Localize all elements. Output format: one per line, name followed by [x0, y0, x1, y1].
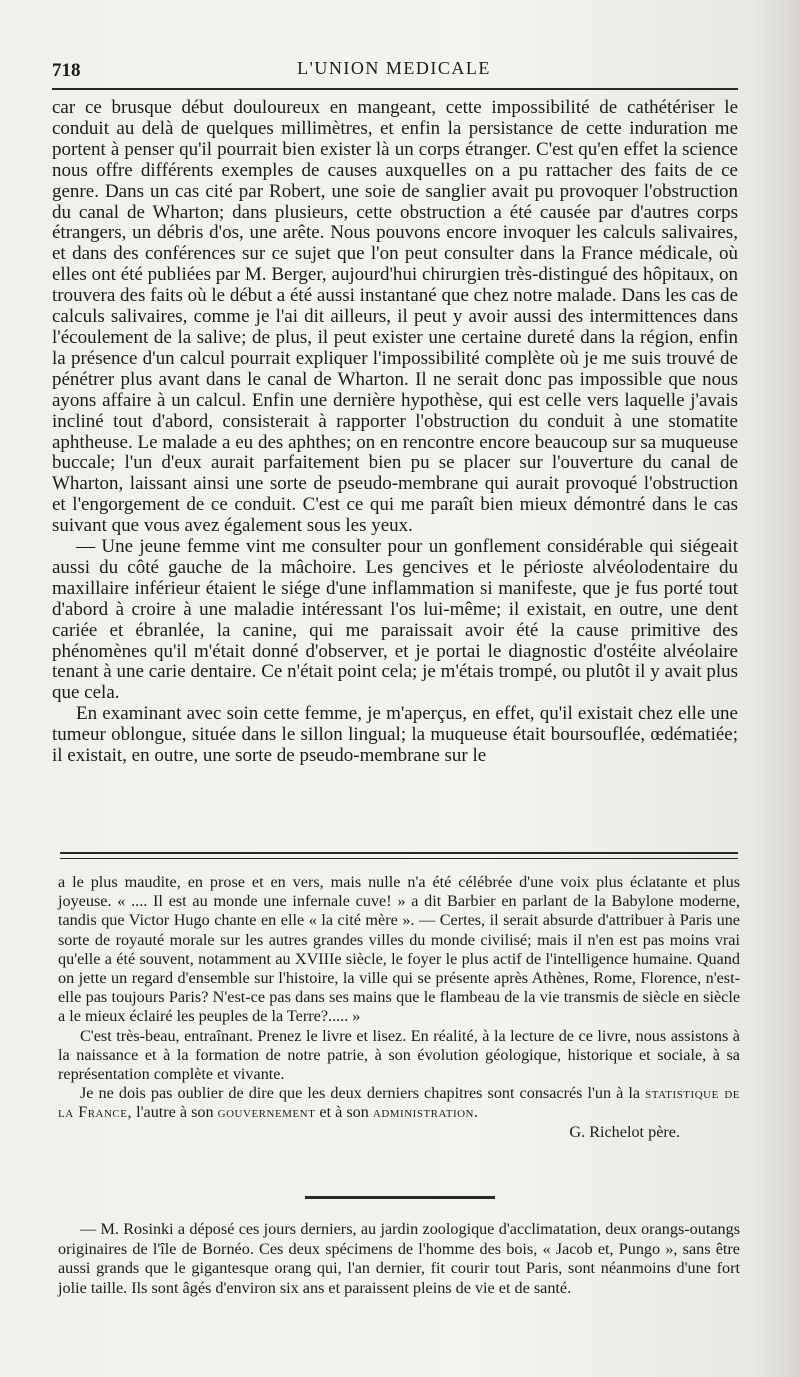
feuilleton-paragraph-1: a le plus maudite, en prose et en vers, mais nulle n'a été célébrée d'une voix plus éclatante et plus joyeuse. « .... Il est au monde une infernale cuve! » a dit Barbier en parlant de la Babylone moderne, tandis que Victor Hugo chante en elle « la cité mère ». — Certes, il serait absurde d'attribuer à Paris une sorte de royauté morale sur les autres grandes villes du monde civilisé; mais il n'en est pas moins vrai qu'elle a été souvent, notamment au XVIIIe siècle, le foyer le plus actif de l'intelligence humaine. Quand on jette un regard d'ensemble sur l'histoire, la ville qui se présente après Athènes, Rome, Florence, n'est-elle pas toujours Paris? N'est-ce pas dans ses mains que le flambeau de la vie transmis de siècle en siècle a le mieux éclairé les peuples de la Terre?..... »: [58, 873, 740, 1026]
page-header: [52, 58, 736, 84]
main-paragraph-3: En examinant avec soin cette femme, je m'aperçus, en effet, qu'il existait chez elle une tumeur oblongue, située dans le sillon lingual; la muqueuse était boursouflée, œdématiée; il existait, en outre, une sorte de pseudo-membrane sur le: [52, 703, 738, 767]
feuilleton-paragraph-2: C'est très-beau, entraînant. Prenez le livre et lisez. En réalité, à la lecture de ce livre, nous assistons à la naissance et à la formation de notre patrie, à son évolution géologique, historique et sociale, à sa représentation complète et vivante.: [58, 1026, 740, 1084]
section-divider: [305, 1196, 495, 1199]
feuilleton-section: [58, 873, 740, 1142]
feuilleton-p3-administration: administration.: [372, 1103, 479, 1122]
header-rule: [52, 88, 738, 90]
feuilleton-p3-mid1: l'autre à son: [132, 1103, 218, 1122]
main-article: [52, 98, 738, 767]
feuilleton-p3-statistique: statistique de la France,: [58, 1084, 741, 1122]
feuilleton-rule-top: [60, 852, 738, 854]
main-paragraph-2: — Une jeune femme vint me consulter pour un gonflement considérable qui siégeait aussi du côté gauche de la mâchoire. Les gencives et le périoste alvéolodentaire du maxillaire inférieur étaient le siége d'une inflammation si manifeste, que je fus porté tout d'abord à croire à une maladie intéressant l'os lui-même; il existait, en outre, une dent cariée et ébranlée, la canine, qui me paraissait avoir été la cause primitive des phénomènes qu'il m'était donné d'observer, et je portai le diagnostic d'ostéite alvéolaire tenant à une carie dentaire. Ce n'était point cela; je m'étais trompé, ou plutôt il y avait plus que cela.: [52, 536, 738, 704]
feuilleton-rule-bottom: [60, 858, 738, 859]
news-paragraph: — M. Rosinki a déposé ces jours derniers, au jardin zoologique d'acclimatation, deux orangs-outangs originaires de l'île de Bornéo. Ces deux spécimens de l'homme des bois, « Jacob et, Pungo », sans être aussi grands que le gigantesque orang qui, l'an dernier, fit courir tout Paris, sont néanmoins d'une fort jolie taille. Ils sont âgés d'environ six ans et paraissent pleins de vie et de santé.: [58, 1220, 740, 1297]
feuilleton-p3-start: Je ne dois pas oublier de dire que les deux derniers chapitres sont consacrés l'un à la: [80, 1084, 641, 1103]
feuilleton-signature: G. Richelot père.: [569, 1122, 680, 1141]
journal-title: L'UNION MEDICALE: [297, 58, 491, 78]
feuilleton-p3-mid2: et à son: [315, 1103, 373, 1122]
main-paragraph-1: car ce brusque début douloureux en mangeant, cette impossibilité de cathétériser le conduit au delà de quelques millimètres, et enfin la persistance de cette induration me portent à penser qu'il pourrait bien exister là un corps étranger. C'est qu'en effet la science nous offre différents exemples de causes auxquelles on a pu rattacher des faits de ce genre. Dans un cas cité par Robert, une soie de sanglier avait pu provoquer l'obstruction du canal de Wharton; dans plusieurs, cette obstruction a été causée par d'autres corps étrangers, un débris d'os, une arête. Nous pouvons encore invoquer les calculs salivaires, et dans des conférences sur ce sujet que l'on peut consulter dans la France médicale, où elles ont été publiées par M. Berger, aujourd'hui chirurgien très-distingué des hôpitaux, on trouvera des faits où le début a été aussi instantané que chez notre malade. Dans les cas de calculs salivaires, comme je l'ai dit ailleurs, il peut y avoir aussi des intermittences dans l'écoulement de la salive; de plus, il peut exister une certaine dureté dans la région, enfin la présence d'un calcul pourrait expliquer l'impossibilité complète où je me suis trouvé de pénétrer plus avant dans le canal de Wharton. Il ne serait donc pas impossible que nous ayons affaire à un calcul. Enfin une dernière hypothèse, qui est celle vers laquelle j'avais incliné tout d'abord, consisterait à rapporter l'obstruction du conduit à une stomatite aphtheuse. Le malade a eu des aphthes; on en rencontre encore beaucoup sur sa muqueuse buccale; l'un d'eux aurait parfaitement bien pu se placer sur l'ouverture du canal de Wharton, laissant ainsi une sorte de pseudo-membrane qui aurait provoqué l'obstruction et l'engorgement de ce conduit. C'est ce qui me paraît bien mieux démontré dans le cas suivant que vous avez également sous les yeux.: [52, 97, 738, 537]
page-number: 718: [52, 60, 81, 81]
news-section: [58, 1220, 740, 1298]
feuilleton-paragraph-3: [58, 1084, 740, 1122]
feuilleton-p3-gouvernement: gouvernement: [217, 1103, 316, 1122]
